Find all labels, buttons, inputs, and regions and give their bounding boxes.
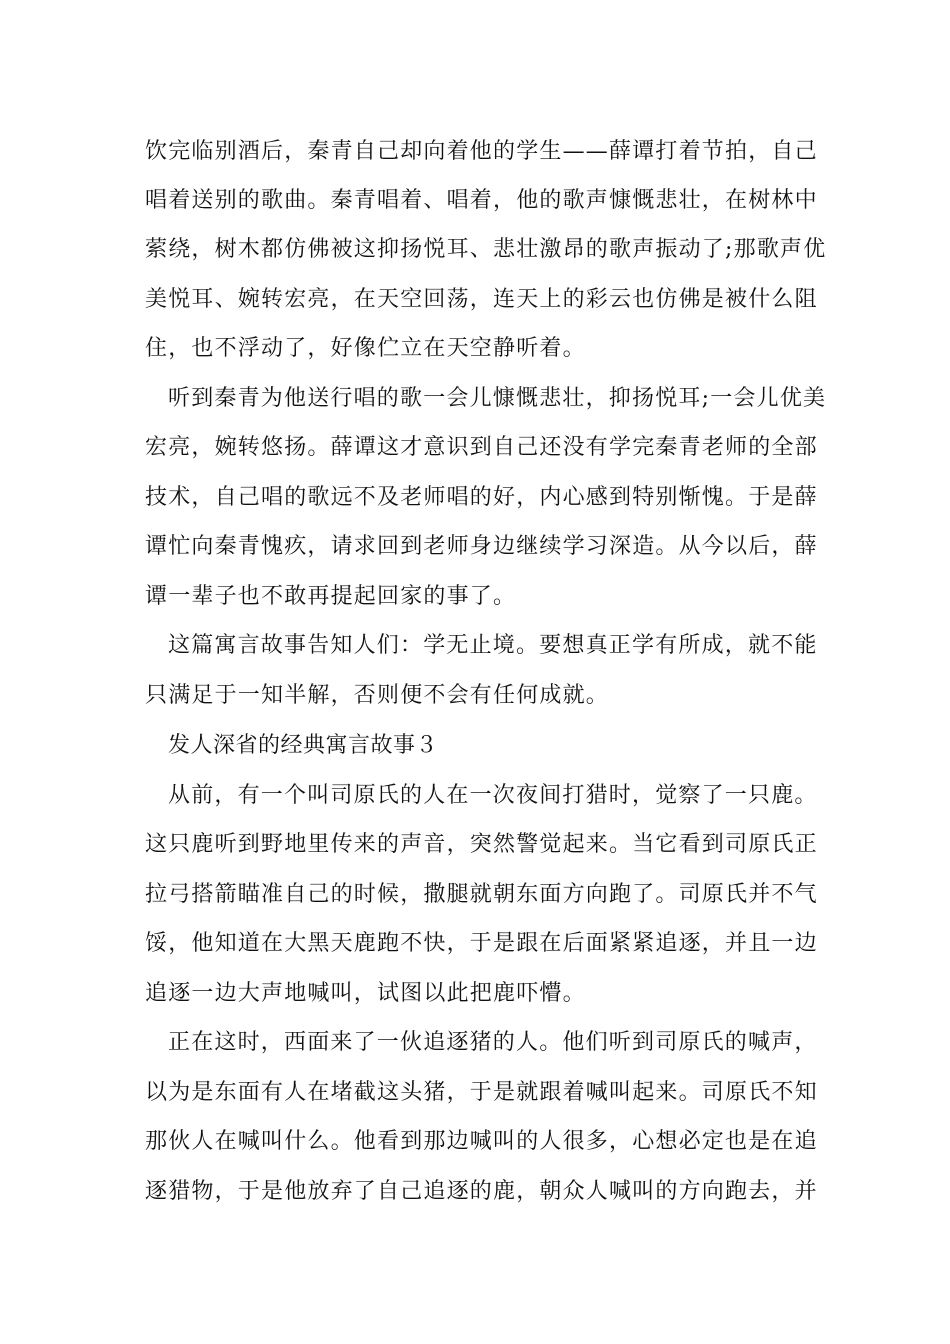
text-line: 谭一辈子也不敢再提起回家的事了。 <box>145 584 517 609</box>
text-line: 技术，自己唱的歌远不及老师唱的好，内心感到特别惭愧。于是薛 <box>145 485 818 510</box>
text-line: 宏亮，婉转悠扬。薛谭这才意识到自己还没有学完秦青老师的全部 <box>145 435 818 460</box>
text-line: 逐猎物，于是他放弃了自己追逐的鹿，朝众人喊叫的方向跑去，并 <box>145 1179 818 1204</box>
text-line: 住，也不浮动了，好像伫立在天空静听着。 <box>145 336 586 361</box>
text-line: 从前，有一个叫司原氏的人在一次夜间打猎时，觉察了一只鹿。 <box>168 783 818 808</box>
text-line: 拉弓搭箭瞄准自己的时候，撒腿就朝东面方向跑了。司原氏并不气 <box>145 882 818 907</box>
text-line: 谭忙向秦青愧疚，请求回到老师身边继续学习深造。从今以后，薛 <box>145 534 818 559</box>
text-line: 正在这时，西面来了一伙追逐猪的人。他们听到司原氏的喊声， <box>168 1030 818 1055</box>
text-line: 以为是东面有人在堵截这头猪，于是就跟着喊叫起来。司原氏不知 <box>145 1080 818 1105</box>
text-line: 美悦耳、婉转宏亮，在天空回荡，连天上的彩云也仿佛是被什么阻 <box>145 287 818 312</box>
section-heading: 发人深省的经典寓言故事３ <box>168 733 439 758</box>
text-line: 萦绕，树木都仿佛被这抑扬悦耳、悲壮激昂的歌声振动了;那歌声优 <box>145 237 827 262</box>
text-line: 听到秦青为他送行唱的歌一会儿慷慨悲壮，抑扬悦耳;一会儿优美 <box>168 386 827 411</box>
text-line: 饮完临别酒后，秦青自己却向着他的学生——薛谭打着节拍，自己 <box>145 139 818 164</box>
text-line: 只满足于一知半解，否则便不会有任何成就。 <box>145 683 610 708</box>
text-line: 这篇寓言故事告知人们：学无止境。要想真正学有所成，就不能 <box>168 633 818 658</box>
text-line: 那伙人在喊叫什么。他看到那边喊叫的人很多，心想必定也是在追 <box>145 1129 818 1154</box>
text-line: 这只鹿听到野地里传来的声音，突然警觉起来。当它看到司原氏正 <box>145 832 818 857</box>
text-line: 唱着送别的歌曲。秦青唱着、唱着，他的歌声慷慨悲壮，在树林中 <box>145 188 818 213</box>
text-line: 馁，他知道在大黑天鹿跑不快，于是跟在后面紧紧追逐，并且一边 <box>145 931 818 956</box>
text-line: 追逐一边大声地喊叫，试图以此把鹿吓懵。 <box>145 981 586 1006</box>
